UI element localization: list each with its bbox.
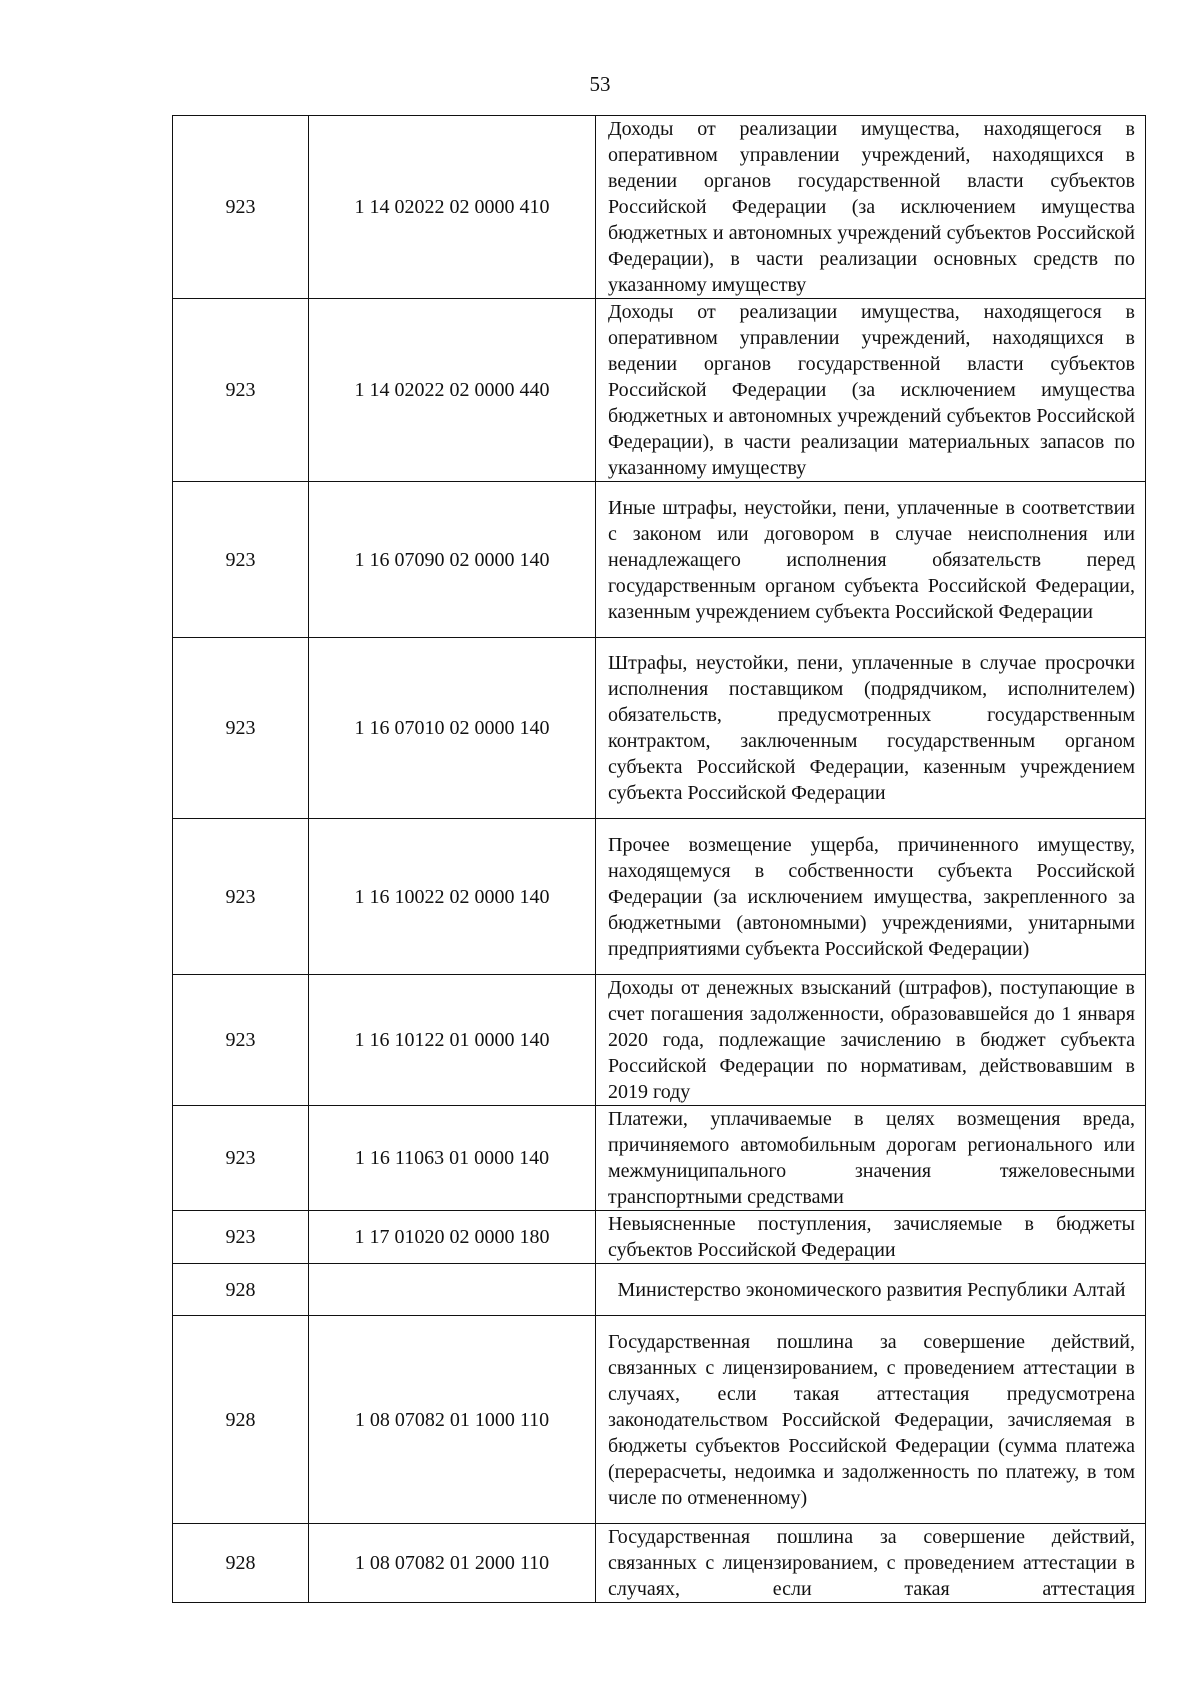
- admin-code-cell: 923: [173, 819, 309, 975]
- budget-code-cell: 1 16 11063 01 0000 140: [309, 1106, 596, 1211]
- description-text: Государственная пошлина за совершение действий, связанных с лицензированием, с проведением аттестации в случаях, если такая аттестация предусмотрена законодательством Российской Федерации, зачисляемая в бюджеты субъектов Российской Федерации (сумма платежа (перерасчеты, недоимка и задолженность по платежу, в том числе по отмененному): [608, 1330, 1135, 1509]
- admin-code-cell: 928: [173, 1316, 309, 1524]
- description-text: Доходы от реализации имущества, находящегося в оперативном управлении учреждений, находящихся в ведении органов государственной власти субъектов Российской Федерации (за исключением имущества бюджетных и автономных учреждений субъектов Российской Федерации), в части реализации основных средств по указанному имуществу: [608, 118, 1135, 296]
- admin-code-cell: 923: [173, 975, 309, 1106]
- table-row: [173, 116, 1146, 299]
- description-cell: [596, 638, 1146, 819]
- description-text: Невыясненные поступления, зачисляемые в бюджеты субъектов Российской Федерации: [608, 1213, 1135, 1261]
- description-cell: [596, 116, 1146, 299]
- admin-code-cell: 923: [173, 1106, 309, 1211]
- table-row: [173, 482, 1146, 638]
- table-row: [173, 299, 1146, 482]
- budget-code-cell: 1 14 02022 02 0000 410: [309, 116, 596, 299]
- admin-code-cell: 923: [173, 116, 309, 299]
- budget-code-cell: 1 14 02022 02 0000 440: [309, 299, 596, 482]
- table-row: [173, 638, 1146, 819]
- page-number: 53: [589, 72, 611, 96]
- description-cell: [596, 1316, 1146, 1524]
- budget-code-cell: 1 16 10122 01 0000 140: [309, 975, 596, 1106]
- description-text: Прочее возмещение ущерба, причиненного имуществу, находящемуся в собственности субъекта Российской Федерации (за исключением имущества, закрепленного за бюджетными (автономными) учреждениями, унитарными предприятиями субъекта Российской Федерации): [608, 833, 1135, 960]
- description-cell: [596, 819, 1146, 975]
- budget-code-cell: [309, 1264, 596, 1316]
- budget-code-cell: 1 17 01020 02 0000 180: [309, 1211, 596, 1264]
- table-row: [173, 819, 1146, 975]
- description-text: Штрафы, неустойки, пени, уплаченные в случае просрочки исполнения поставщиком (подрядчиком, исполнителем) обязательств, предусмотренных государственным контрактом, заключенным государственным органом субъекта Российской Федерации, казенным учреждением субъекта Российской Федерации: [608, 652, 1135, 804]
- table-row: [173, 1211, 1146, 1264]
- description-cell: [596, 1211, 1146, 1264]
- ministry-heading: Министерство экономического развития Республики Алтай: [617, 1278, 1126, 1301]
- admin-code-cell: 923: [173, 1211, 309, 1264]
- budget-code-cell: 1 08 07082 01 2000 110: [309, 1524, 596, 1603]
- description-cell: [596, 482, 1146, 638]
- description-cell: [596, 1264, 1146, 1316]
- budget-code-cell: 1 16 07090 02 0000 140: [309, 482, 596, 638]
- table-row: [173, 1106, 1146, 1211]
- admin-code-cell: 923: [173, 482, 309, 638]
- budget-code-cell: 1 16 10022 02 0000 140: [309, 819, 596, 975]
- table-row: [173, 975, 1146, 1106]
- revenue-classification-table: [172, 115, 1146, 1603]
- description-cell: [596, 975, 1146, 1106]
- description-text: Доходы от денежных взысканий (штрафов), поступающие в счет погашения задолженности, образовавшейся до 1 января 2020 года, подлежащие зачислению в бюджет субъекта Российской Федерации по нормативам, действовавшим в 2019 году: [608, 977, 1135, 1103]
- description-cell: [596, 1524, 1146, 1603]
- description-cell: [596, 299, 1146, 482]
- description-cell: [596, 1106, 1146, 1211]
- table-row: [173, 1316, 1146, 1524]
- budget-code-cell: 1 16 07010 02 0000 140: [309, 638, 596, 819]
- admin-code-cell: 928: [173, 1524, 309, 1603]
- table-row: [173, 1264, 1146, 1316]
- budget-code-cell: 1 08 07082 01 1000 110: [309, 1316, 596, 1524]
- description-text: Государственная пошлина за совершение действий, связанных с лицензированием, с проведением аттестации в случаях, если такая аттестация: [608, 1526, 1135, 1600]
- description-text: Доходы от реализации имущества, находящегося в оперативном управлении учреждений, находящихся в ведении органов государственной власти субъектов Российской Федерации (за исключением имущества бюджетных и автономных учреждений субъектов Российской Федерации), в части реализации материальных запасов по указанному имуществу: [608, 301, 1135, 479]
- admin-code-cell: 923: [173, 299, 309, 482]
- description-text: Платежи, уплачиваемые в целях возмещения вреда, причиняемого автомобильным дорогам регионального или межмуниципального значения тяжеловесными транспортными средствами: [608, 1108, 1135, 1208]
- admin-code-cell: 923: [173, 638, 309, 819]
- description-text: Иные штрафы, неустойки, пени, уплаченные в соответствии с законом или договором в случае неисполнения или ненадлежащего исполнения обязательств перед государственным органом субъекта Российской Федерации, казенным учреждением субъекта Российской Федерации: [608, 496, 1135, 623]
- admin-code-cell: 928: [173, 1264, 309, 1316]
- table-row: [173, 1524, 1146, 1603]
